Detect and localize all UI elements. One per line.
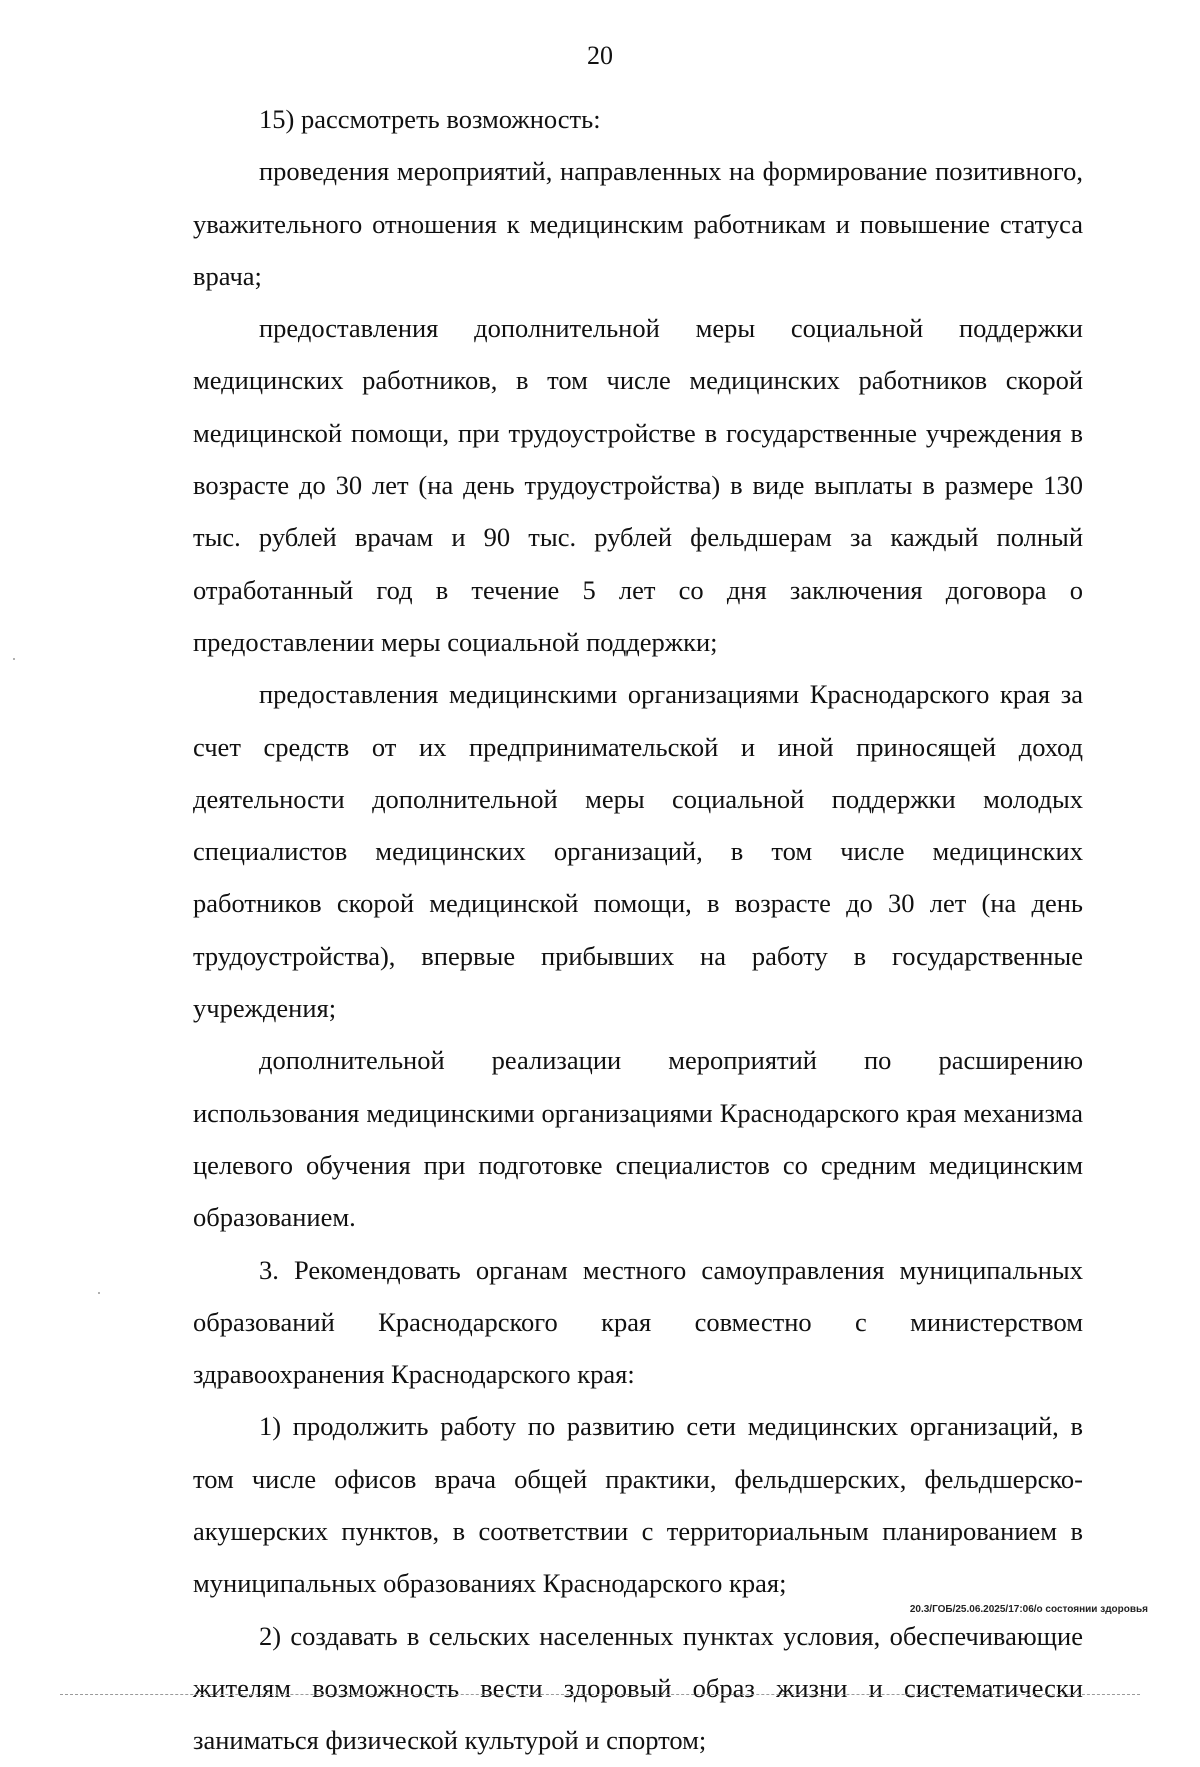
paragraph-healthy-lifestyle: 2) создавать в сельских населенных пунктах условия, обеспечивающие жителям возможность вести здоровый образ жизни и систематически заниматься физической культурой и спортом;: [193, 1620, 1083, 1756]
paragraph-targeted-training: дополнительной реализации мероприятий по расширению использования медицинскими организациями Краснодарского края механизма целевого обучения при подготовке специалистов со средним медицинским образованием.: [193, 1045, 1083, 1233]
document-footer-code: 20.3/ГОБ/25.06.2025/17:06/о состоянии здоровья: [909, 1604, 1148, 1615]
scan-artifact: [98, 1292, 100, 1294]
paragraph-item-15: 15) рассмотреть возможность:: [259, 104, 601, 134]
paragraph-young-specialists-support: предоставления медицинскими организациями Краснодарского края за счет средств от их предпринимательской и иной приносящей доход деятельности дополнительной меры социальной поддержки молодых специалистов медицинских организаций, в том числе медицинских работников скорой медицинской помощи, в возрасте до 30 лет (на день трудоустройства), впервые прибывших на работу в государственные учреждения;: [193, 679, 1083, 1024]
paragraph-events-status: проведения мероприятий, направленных на формирование позитивного, уважительного отношения к медицинским работникам и повышение статуса врача;: [193, 156, 1083, 291]
scan-edge-line: [60, 1694, 1140, 1695]
paragraph-recommendation-3: 3. Рекомендовать органам местного самоуправления муниципальных образований Краснодарского края совместно с министерством здравоохранения Краснодарского края:: [193, 1254, 1083, 1390]
paragraph-network-development: 1) продолжить работу по развитию сети медицинских организаций, в том числе офисов врача общей практики, фельдшерских, фельдшерско-акушерских пунктов, в соответствии с территориальным планированием в муниципальных образованиях Краснодарского края;: [193, 1411, 1083, 1599]
page-number: 20: [587, 41, 613, 70]
paragraph-social-support-payment: предоставления дополнительной меры социальной поддержки медицинских работников, в том числе медицинских работников скорой медицинской помощи, при трудоустройстве в государственные учреждения в возрасте до 30 лет (на день трудоустройства) в виде выплаты в размере 130 тыс. рублей врачам и 90 тыс. рублей фельдшерам за каждый полный отработанный год в течение 5 лет со дня заключения договора о предоставлении меры социальной поддержки;: [193, 313, 1083, 657]
document-body: [193, 93, 1083, 1767]
scan-artifact: [13, 658, 15, 660]
